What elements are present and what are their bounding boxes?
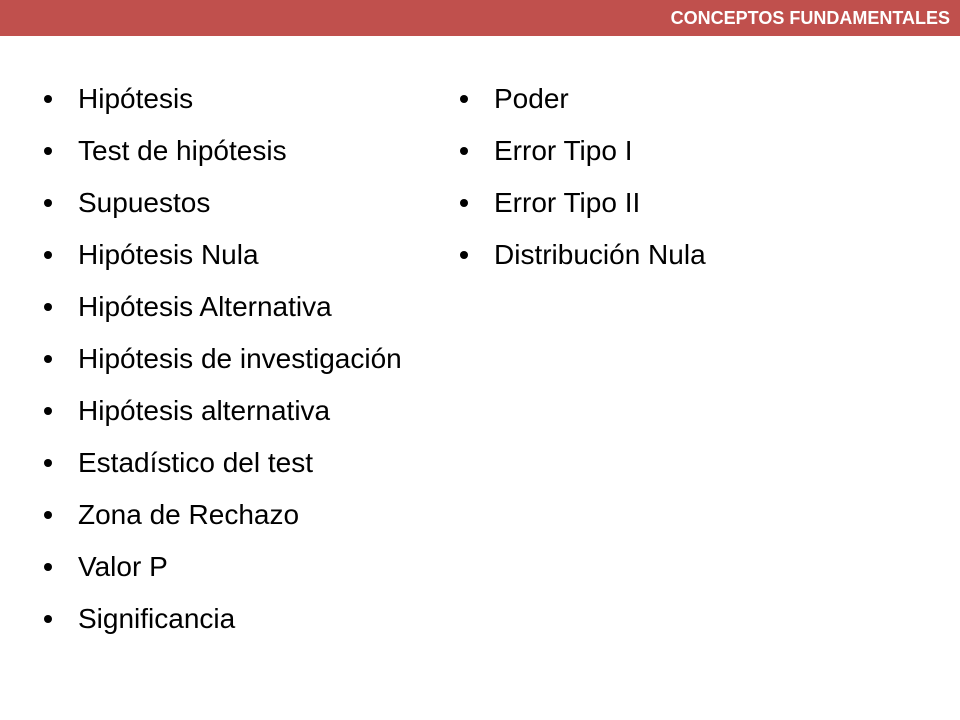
list-item (44, 229, 402, 281)
list-item-text: Hipótesis alternativa (78, 395, 331, 426)
bullet-icon (460, 199, 468, 207)
list-item (44, 593, 402, 645)
list-item-text: Hipótesis Nula (78, 239, 259, 270)
bullet-icon (44, 459, 52, 467)
bullet-icon (460, 147, 468, 155)
list-item (44, 333, 402, 385)
header-title: CONCEPTOS FUNDAMENTALES (670, 8, 950, 28)
list-item (44, 541, 402, 593)
bullet-icon (44, 147, 52, 155)
list-item-text: Error Tipo II (494, 187, 641, 218)
bullet-icon (44, 355, 52, 363)
list-item (44, 489, 402, 541)
list-item (460, 73, 706, 125)
list-item-text: Test de hipótesis (78, 135, 287, 166)
list-item-text: Error Tipo I (494, 135, 633, 166)
bullet-icon (44, 511, 52, 519)
list-item-text: Supuestos (78, 187, 211, 218)
list-item (44, 385, 402, 437)
list-item (44, 125, 402, 177)
list-item-text: Hipótesis de investigación (78, 343, 402, 374)
concepts-list-right (460, 73, 706, 281)
list-item-text: Hipótesis (78, 83, 194, 114)
list-item-text: Hipótesis Alternativa (78, 291, 332, 322)
list-item-text: Valor P (78, 551, 168, 582)
bullet-icon (44, 303, 52, 311)
list-item (44, 73, 402, 125)
list-item (44, 177, 402, 229)
bullet-icon (44, 615, 52, 623)
bullet-icon (44, 199, 52, 207)
list-item-text: Poder (494, 83, 569, 114)
list-item (460, 177, 706, 229)
list-item-text: Zona de Rechazo (78, 499, 300, 530)
list-item (460, 229, 706, 281)
list-item-text: Estadístico del test (78, 447, 314, 478)
bullet-icon (44, 95, 52, 103)
bullet-icon (460, 95, 468, 103)
header-bar (0, 0, 960, 36)
list-item-text: Significancia (78, 603, 236, 634)
bullet-icon (44, 251, 52, 259)
list-item (44, 437, 402, 489)
list-item (44, 281, 402, 333)
list-item-text: Distribución Nula (494, 239, 706, 270)
list-item (460, 125, 706, 177)
concepts-list-left (44, 73, 402, 645)
bullet-icon (44, 563, 52, 571)
bullet-icon (460, 251, 468, 259)
bullet-icon (44, 407, 52, 415)
